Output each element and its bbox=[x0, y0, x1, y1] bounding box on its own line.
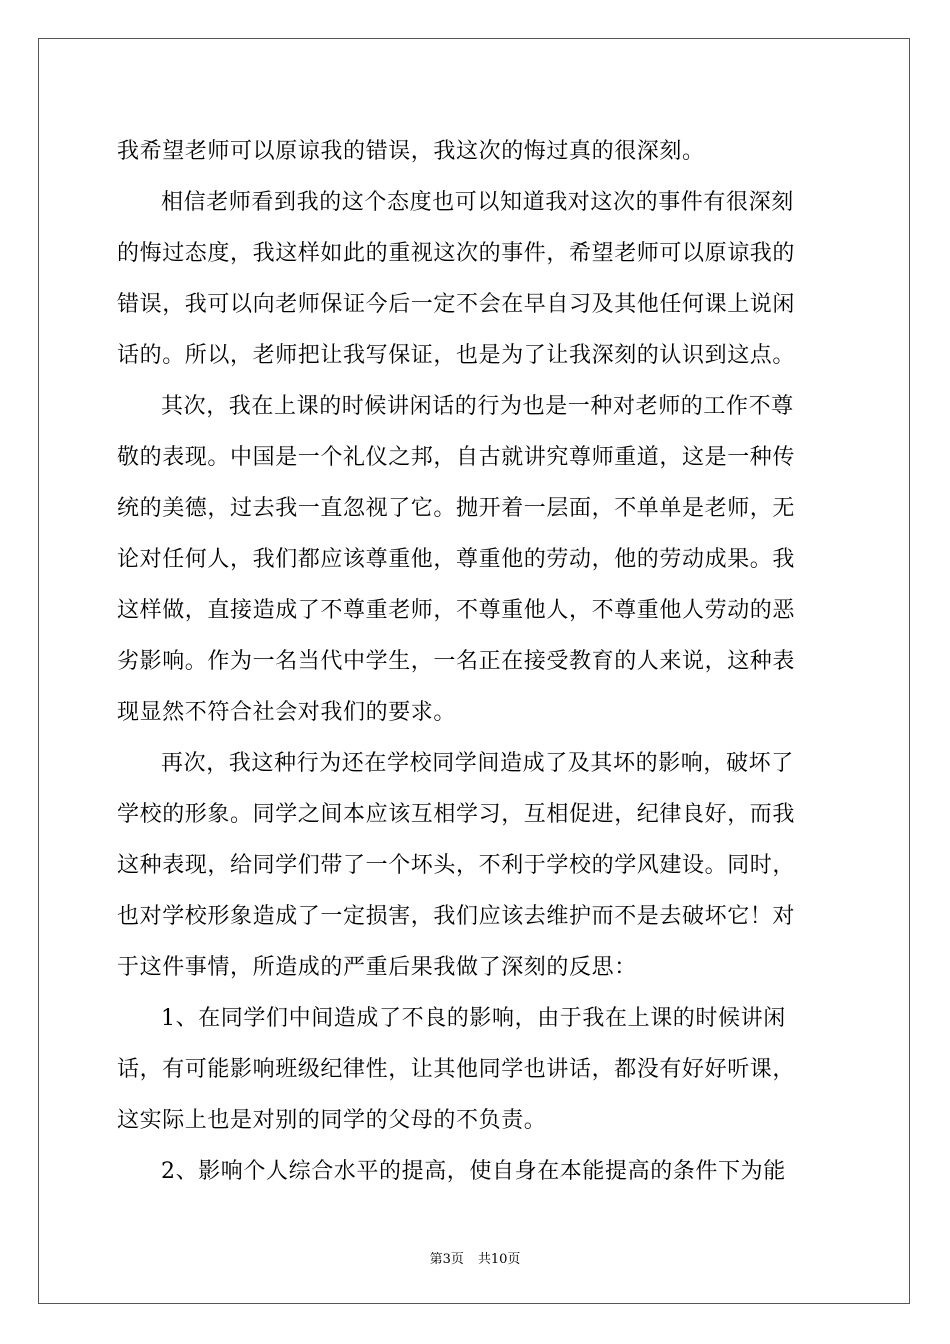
text-line: 统的美德，过去我一直忽视了它。抛开着一层面，不单单是老师，无 bbox=[117, 496, 796, 521]
text-line: 的悔过态度，我这样如此的重视这次的事件，希望老师可以原谅我的 bbox=[117, 241, 796, 266]
text-line: 这种表现，给同学们带了一个坏头，不利于学校的学风建设。同时， bbox=[117, 853, 796, 878]
text-line: 也对学校形象造成了一定损害，我们应该去维护而不是去破坏它！对 bbox=[117, 904, 796, 929]
paragraph-start-line: 相信老师看到我的这个态度也可以知道我对这次的事件有很深刻 bbox=[161, 190, 794, 215]
paragraph-start-line: 2、影响个人综合水平的提高，使自身在本能提高的条件下为能 bbox=[161, 1159, 786, 1184]
paragraph-start-line: 再次，我这种行为还在学校同学间造成了及其坏的影响，破坏了 bbox=[161, 751, 794, 776]
text-line: 错误，我可以向老师保证今后一定不会在早自习及其他任何课上说闲 bbox=[117, 292, 796, 317]
page-footer bbox=[0, 1248, 950, 1267]
text-line: 于这件事情，所造成的严重后果我做了深刻的反思： bbox=[117, 955, 637, 980]
paragraph-start-line: 1、在同学们中间造成了不良的影响，由于我在上课的时候讲闲 bbox=[161, 1006, 786, 1031]
text-line: 这样做，直接造成了不尊重老师，不尊重他人，不尊重他人劳动的恶 bbox=[117, 598, 796, 623]
text-line: 现显然不符合社会对我们的要求。 bbox=[117, 700, 457, 725]
text-line: 劣影响。作为一名当代中学生，一名正在接受教育的人来说，这种表 bbox=[117, 649, 796, 674]
text-line: 敬的表现。中国是一个礼仪之邦，自古就讲究尊师重道，这是一种传 bbox=[117, 445, 796, 470]
paragraph-start-line: 其次，我在上课的时候讲闲话的行为也是一种对老师的工作不尊 bbox=[161, 394, 794, 419]
text-line: 话，有可能影响班级纪律性，让其他同学也讲话，都没有好好听课， bbox=[117, 1057, 796, 1082]
page-number: 第3页 bbox=[429, 1252, 464, 1267]
document-body bbox=[117, 126, 833, 1197]
text-line: 学校的形象。同学之间本应该互相学习，互相促进，纪律良好，而我 bbox=[117, 802, 796, 827]
text-line: 论对任何人，我们都应该尊重他，尊重他的劳动，他的劳动成果。我 bbox=[117, 547, 796, 572]
text-line: 这实际上也是对别的同学的父母的不负责。 bbox=[117, 1108, 547, 1133]
page-total: 共10页 bbox=[477, 1252, 521, 1267]
text-line: 我希望老师可以原谅我的错误，我这次的悔过真的很深刻。 bbox=[117, 139, 705, 164]
text-line: 话的。所以，老师把让我写保证，也是为了让我深刻的认识到这点。 bbox=[117, 343, 796, 368]
